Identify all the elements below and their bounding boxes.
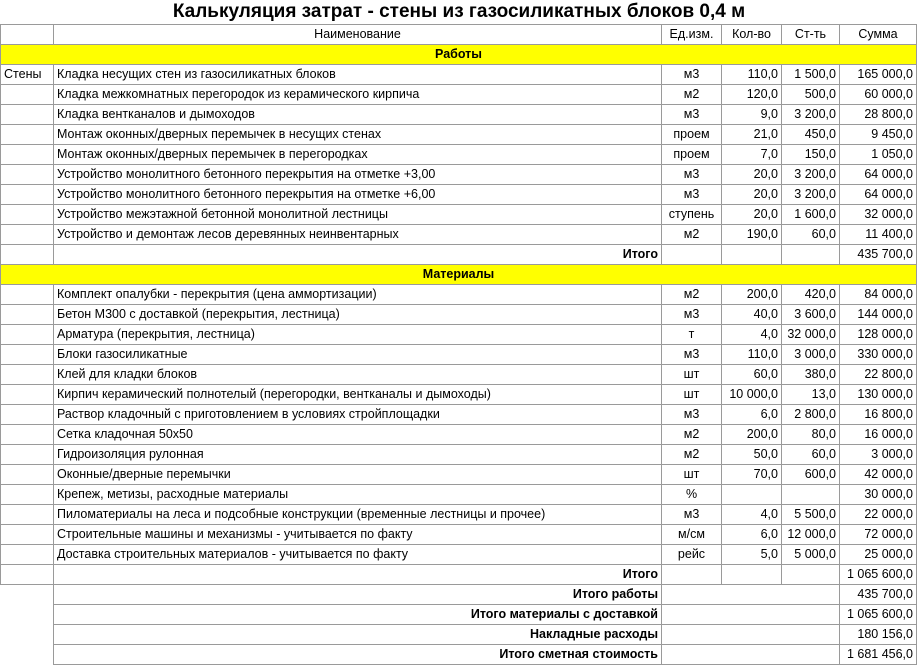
section-materials (1, 265, 917, 285)
item-unit: м3 (662, 345, 722, 365)
item-unit: м2 (662, 445, 722, 465)
item-sum: 16 000,0 (840, 425, 917, 445)
group-cell (1, 405, 54, 425)
group-cell (1, 225, 54, 245)
group-header-cell (1, 25, 54, 45)
item-unit: м2 (662, 85, 722, 105)
item-unit: % (662, 485, 722, 505)
item-name: Сетка кладочная 50х50 (54, 425, 662, 445)
item-sum: 84 000,0 (840, 285, 917, 305)
group-cell (1, 345, 54, 365)
item-unit: шт (662, 385, 722, 405)
page-title: Калькуляция затрат - стены из газосиликатных блоков 0,4 м (172, 1, 746, 22)
summary-value: 1 065 600,0 (840, 605, 917, 625)
item-unit: ступень (662, 205, 722, 225)
group-cell (1, 145, 54, 165)
section-title: Материалы (1, 265, 917, 285)
table-row (1, 405, 917, 425)
summary-label: Итого материалы с доставкой (54, 605, 662, 625)
item-unit: м3 (662, 105, 722, 125)
item-unit: м3 (662, 65, 722, 85)
empty-cell (782, 245, 840, 265)
item-price: 420,0 (782, 285, 840, 305)
group-cell (1, 305, 54, 325)
item-unit: м3 (662, 505, 722, 525)
table-row (1, 425, 917, 445)
item-qty: 60,0 (722, 365, 782, 385)
item-sum: 64 000,0 (840, 165, 917, 185)
item-qty: 4,0 (722, 505, 782, 525)
item-price: 2 800,0 (782, 405, 840, 425)
item-qty: 21,0 (722, 125, 782, 145)
item-price: 60,0 (782, 225, 840, 245)
empty-cell (662, 585, 840, 605)
table-row (1, 225, 917, 245)
empty-cell (662, 245, 722, 265)
empty-cell (722, 565, 782, 585)
item-name: Монтаж оконных/дверных перемычек в перегородках (54, 145, 662, 165)
item-price: 5 500,0 (782, 505, 840, 525)
price-header: Ст-ть (782, 25, 840, 45)
empty-cell (722, 245, 782, 265)
item-name: Устройство межэтажной бетонной монолитной лестницы (54, 205, 662, 225)
item-price: 3 600,0 (782, 305, 840, 325)
group-cell (1, 185, 54, 205)
table-row (1, 65, 917, 85)
item-unit: проем (662, 145, 722, 165)
group-cell (1, 505, 54, 525)
group-cell (1, 125, 54, 145)
item-unit: т (662, 325, 722, 345)
table-row (1, 125, 917, 145)
item-qty: 20,0 (722, 205, 782, 225)
item-qty: 20,0 (722, 185, 782, 205)
group-cell (1, 385, 54, 405)
item-sum: 16 800,0 (840, 405, 917, 425)
item-sum: 9 450,0 (840, 125, 917, 145)
item-sum: 22 800,0 (840, 365, 917, 385)
item-name: Устройство и демонтаж лесов деревянных неинвентарных (54, 225, 662, 245)
table-row (1, 205, 917, 225)
group-cell: Стены (1, 65, 54, 85)
group-cell (1, 205, 54, 225)
item-name: Гидроизоляция рулонная (54, 445, 662, 465)
item-price: 1 600,0 (782, 205, 840, 225)
item-qty: 50,0 (722, 445, 782, 465)
item-price: 380,0 (782, 365, 840, 385)
table-row (1, 445, 917, 465)
item-sum: 1 050,0 (840, 145, 917, 165)
item-price: 3 200,0 (782, 165, 840, 185)
item-price: 5 000,0 (782, 545, 840, 565)
group-cell (1, 625, 54, 645)
item-unit: проем (662, 125, 722, 145)
group-cell (1, 445, 54, 465)
item-unit: м3 (662, 305, 722, 325)
item-unit: м2 (662, 425, 722, 445)
empty-cell (662, 625, 840, 645)
table-row (1, 165, 917, 185)
item-name: Арматура (перекрытия, лестница) (54, 325, 662, 345)
item-price (782, 485, 840, 505)
table-row (1, 465, 917, 485)
table-row (1, 325, 917, 345)
item-sum: 30 000,0 (840, 485, 917, 505)
item-unit: м2 (662, 285, 722, 305)
empty-cell (662, 565, 722, 585)
item-price: 12 000,0 (782, 525, 840, 545)
item-name: Раствор кладочный с приготовлением в условиях стройплощадки (54, 405, 662, 425)
table-row (1, 145, 917, 165)
table-row (1, 525, 917, 545)
table-row (1, 105, 917, 125)
item-sum: 28 800,0 (840, 105, 917, 125)
item-name: Комплект опалубки - перекрытия (цена аммортизации) (54, 285, 662, 305)
summary-row (1, 585, 917, 605)
item-qty: 9,0 (722, 105, 782, 125)
qty-header: Кол-во (722, 25, 782, 45)
table-row (1, 345, 917, 365)
total-label: Итого (54, 245, 662, 265)
item-qty: 10 000,0 (722, 385, 782, 405)
item-qty: 190,0 (722, 225, 782, 245)
total-label: Итого (54, 565, 662, 585)
item-qty: 200,0 (722, 425, 782, 445)
item-unit: м3 (662, 185, 722, 205)
item-qty (722, 485, 782, 505)
item-unit: шт (662, 365, 722, 385)
item-sum: 130 000,0 (840, 385, 917, 405)
item-sum: 42 000,0 (840, 465, 917, 485)
header-row (1, 25, 917, 45)
cost-table (0, 24, 917, 665)
item-qty: 5,0 (722, 545, 782, 565)
summary-row (1, 605, 917, 625)
empty-cell (782, 565, 840, 585)
item-unit: м/см (662, 525, 722, 545)
table-row (1, 545, 917, 565)
item-name: Крепеж, метизы, расходные материалы (54, 485, 662, 505)
summary-value: 435 700,0 (840, 585, 917, 605)
group-cell (1, 525, 54, 545)
item-unit: м2 (662, 225, 722, 245)
item-name: Устройство монолитного бетонного перекрытия на отметке +3,00 (54, 165, 662, 185)
group-cell (1, 105, 54, 125)
item-sum: 22 000,0 (840, 505, 917, 525)
section-works (1, 45, 917, 65)
table-row (1, 365, 917, 385)
item-sum: 144 000,0 (840, 305, 917, 325)
table-row (1, 305, 917, 325)
summary-label: Накладные расходы (54, 625, 662, 645)
section-total-row (1, 245, 917, 265)
group-cell (1, 285, 54, 305)
item-price: 450,0 (782, 125, 840, 145)
item-unit: м3 (662, 405, 722, 425)
item-price: 60,0 (782, 445, 840, 465)
table-row (1, 385, 917, 405)
item-price: 3 000,0 (782, 345, 840, 365)
group-cell (1, 245, 54, 265)
summary-row (1, 625, 917, 645)
item-unit: рейс (662, 545, 722, 565)
group-cell (1, 565, 54, 585)
item-name: Кладка вентканалов и дымоходов (54, 105, 662, 125)
item-qty: 110,0 (722, 65, 782, 85)
item-sum: 60 000,0 (840, 85, 917, 105)
summary-label: Итого работы (54, 585, 662, 605)
empty-cell (662, 645, 840, 665)
group-cell (1, 485, 54, 505)
item-unit: м3 (662, 165, 722, 185)
item-sum: 72 000,0 (840, 525, 917, 545)
group-cell (1, 605, 54, 625)
item-qty: 200,0 (722, 285, 782, 305)
table-row (1, 485, 917, 505)
group-cell (1, 165, 54, 185)
item-sum: 330 000,0 (840, 345, 917, 365)
group-cell (1, 365, 54, 385)
item-name: Клей для кладки блоков (54, 365, 662, 385)
group-cell (1, 465, 54, 485)
item-price: 3 200,0 (782, 105, 840, 125)
section-total-row (1, 565, 917, 585)
sum-header: Сумма (840, 25, 917, 45)
group-cell (1, 545, 54, 565)
item-name: Доставка строительных материалов - учитывается по факту (54, 545, 662, 565)
table-row (1, 85, 917, 105)
item-qty: 40,0 (722, 305, 782, 325)
item-sum: 32 000,0 (840, 205, 917, 225)
empty-cell (662, 605, 840, 625)
item-price: 500,0 (782, 85, 840, 105)
summary-label: Итого сметная стоимость (54, 645, 662, 665)
item-name: Устройство монолитного бетонного перекрытия на отметке +6,00 (54, 185, 662, 205)
unit-header: Ед.изм. (662, 25, 722, 45)
item-price: 13,0 (782, 385, 840, 405)
item-sum: 128 000,0 (840, 325, 917, 345)
item-name: Монтаж оконных/дверных перемычек в несущих стенах (54, 125, 662, 145)
summary-row (1, 645, 917, 665)
item-price: 80,0 (782, 425, 840, 445)
item-name: Оконные/дверные перемычки (54, 465, 662, 485)
group-cell (1, 85, 54, 105)
group-cell (1, 645, 54, 665)
item-sum: 165 000,0 (840, 65, 917, 85)
summary-value: 1 681 456,0 (840, 645, 917, 665)
item-price: 3 200,0 (782, 185, 840, 205)
item-sum: 11 400,0 (840, 225, 917, 245)
item-qty: 6,0 (722, 405, 782, 425)
item-name: Кирпич керамический полнотелый (перегородки, вентканалы и дымоходы) (54, 385, 662, 405)
item-qty: 120,0 (722, 85, 782, 105)
item-sum: 64 000,0 (840, 185, 917, 205)
total-value: 1 065 600,0 (840, 565, 917, 585)
item-price: 32 000,0 (782, 325, 840, 345)
item-qty: 4,0 (722, 325, 782, 345)
item-name: Пиломатериалы на леса и подсобные конструкции (временные лестницы и прочее) (54, 505, 662, 525)
name-header: Наименование (54, 25, 662, 45)
item-price: 1 500,0 (782, 65, 840, 85)
total-value: 435 700,0 (840, 245, 917, 265)
group-cell (1, 325, 54, 345)
table-row (1, 505, 917, 525)
group-cell (1, 585, 54, 605)
group-cell (1, 425, 54, 445)
table-row (1, 185, 917, 205)
item-qty: 70,0 (722, 465, 782, 485)
item-name: Кладка несущих стен из газосиликатных блоков (54, 65, 662, 85)
item-sum: 3 000,0 (840, 445, 917, 465)
item-name: Блоки газосиликатные (54, 345, 662, 365)
item-price: 150,0 (782, 145, 840, 165)
summary-value: 180 156,0 (840, 625, 917, 645)
item-unit: шт (662, 465, 722, 485)
item-qty: 6,0 (722, 525, 782, 545)
item-sum: 25 000,0 (840, 545, 917, 565)
table-row (1, 285, 917, 305)
item-qty: 110,0 (722, 345, 782, 365)
item-name: Кладка межкомнатных перегородок из керамического кирпича (54, 85, 662, 105)
section-title: Работы (1, 45, 917, 65)
item-name: Бетон М300 с доставкой (перекрытия, лестница) (54, 305, 662, 325)
item-name: Строительные машины и механизмы - учитывается по факту (54, 525, 662, 545)
item-price: 600,0 (782, 465, 840, 485)
item-qty: 20,0 (722, 165, 782, 185)
item-qty: 7,0 (722, 145, 782, 165)
